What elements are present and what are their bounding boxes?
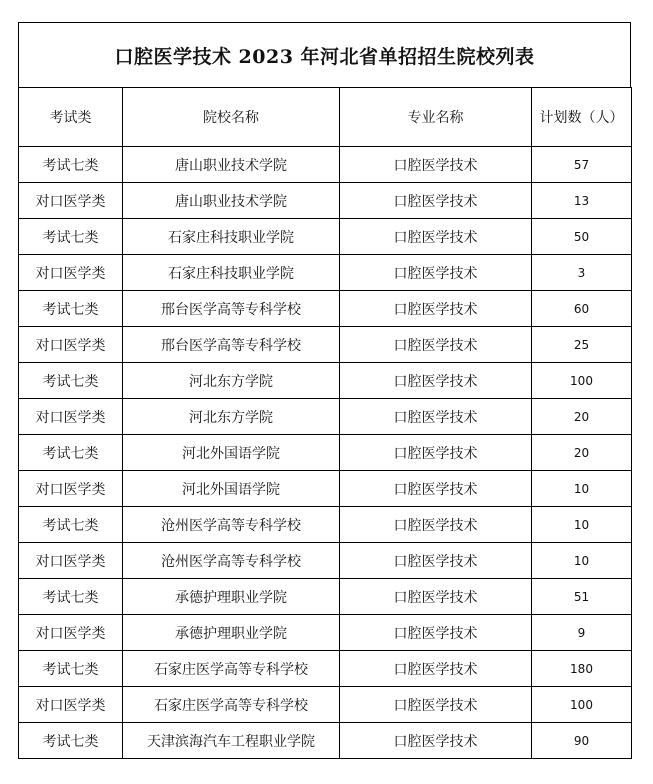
cell-major-name: 口腔医学技术 (340, 615, 532, 651)
cell-school-name: 沧州医学高等专科学校 (123, 507, 340, 543)
cell-plan-count: 51 (532, 579, 632, 615)
cell-plan-count: 3 (532, 255, 632, 291)
table-row (19, 219, 632, 255)
cell-school-name: 唐山职业技术学院 (123, 183, 340, 219)
cell-exam-category: 对口医学类 (19, 183, 123, 219)
cell-school-name: 天津滨海汽车工程职业学院 (123, 723, 340, 759)
cell-plan-count: 100 (532, 687, 632, 723)
table-row (19, 471, 632, 507)
cell-major-name: 口腔医学技术 (340, 687, 532, 723)
cell-plan-count: 100 (532, 363, 632, 399)
cell-exam-category: 考试七类 (19, 291, 123, 327)
table-row (19, 147, 632, 183)
cell-major-name: 口腔医学技术 (340, 363, 532, 399)
cell-plan-count: 13 (532, 183, 632, 219)
cell-school-name: 河北外国语学院 (123, 471, 340, 507)
cell-major-name: 口腔医学技术 (340, 543, 532, 579)
cell-major-name: 口腔医学技术 (340, 507, 532, 543)
table-row (19, 183, 632, 219)
cell-school-name: 石家庄医学高等专科学校 (123, 651, 340, 687)
cell-exam-category: 考试七类 (19, 579, 123, 615)
cell-plan-count: 50 (532, 219, 632, 255)
table-row (19, 651, 632, 687)
school-list-table (18, 87, 632, 759)
cell-major-name: 口腔医学技术 (340, 147, 532, 183)
cell-exam-category: 对口医学类 (19, 399, 123, 435)
table-row (19, 687, 632, 723)
cell-plan-count: 90 (532, 723, 632, 759)
cell-school-name: 石家庄医学高等专科学校 (123, 687, 340, 723)
cell-major-name: 口腔医学技术 (340, 327, 532, 363)
cell-plan-count: 20 (532, 435, 632, 471)
cell-major-name: 口腔医学技术 (340, 219, 532, 255)
cell-plan-count: 25 (532, 327, 632, 363)
table-row (19, 255, 632, 291)
header-school-name: 院校名称 (123, 88, 340, 147)
cell-exam-category: 考试七类 (19, 363, 123, 399)
header-plan-count: 计划数（人） (532, 88, 632, 147)
cell-school-name: 沧州医学高等专科学校 (123, 543, 340, 579)
cell-major-name: 口腔医学技术 (340, 291, 532, 327)
table-row (19, 507, 632, 543)
cell-school-name: 石家庄科技职业学院 (123, 219, 340, 255)
cell-exam-category: 考试七类 (19, 219, 123, 255)
cell-exam-category: 考试七类 (19, 147, 123, 183)
table-title-box (18, 22, 631, 88)
cell-school-name: 承德护理职业学院 (123, 579, 340, 615)
table-row (19, 615, 632, 651)
document-sheet (18, 22, 631, 759)
cell-major-name: 口腔医学技术 (340, 183, 532, 219)
cell-exam-category: 对口医学类 (19, 687, 123, 723)
cell-plan-count: 20 (532, 399, 632, 435)
cell-exam-category: 对口医学类 (19, 615, 123, 651)
cell-exam-category: 对口医学类 (19, 543, 123, 579)
header-major-name: 专业名称 (340, 88, 532, 147)
cell-plan-count: 60 (532, 291, 632, 327)
cell-school-name: 邢台医学高等专科学校 (123, 327, 340, 363)
header-exam-category: 考试类 (19, 88, 123, 147)
cell-plan-count: 57 (532, 147, 632, 183)
cell-exam-category: 考试七类 (19, 723, 123, 759)
cell-school-name: 唐山职业技术学院 (123, 147, 340, 183)
cell-major-name: 口腔医学技术 (340, 399, 532, 435)
cell-exam-category: 考试七类 (19, 651, 123, 687)
cell-school-name: 邢台医学高等专科学校 (123, 291, 340, 327)
cell-plan-count: 10 (532, 471, 632, 507)
cell-exam-category: 对口医学类 (19, 471, 123, 507)
cell-plan-count: 9 (532, 615, 632, 651)
cell-plan-count: 10 (532, 543, 632, 579)
header-row (19, 88, 632, 147)
cell-school-name: 石家庄科技职业学院 (123, 255, 340, 291)
cell-major-name: 口腔医学技术 (340, 435, 532, 471)
cell-school-name: 承德护理职业学院 (123, 615, 340, 651)
table-row (19, 435, 632, 471)
cell-school-name: 河北外国语学院 (123, 435, 340, 471)
table-body (19, 147, 632, 759)
cell-exam-category: 对口医学类 (19, 327, 123, 363)
cell-plan-count: 10 (532, 507, 632, 543)
cell-exam-category: 考试七类 (19, 435, 123, 471)
table-title: 口腔医学技术 2023 年河北省单招招生院校列表 (114, 45, 535, 68)
cell-school-name: 河北东方学院 (123, 399, 340, 435)
table-row (19, 723, 632, 759)
table-row (19, 543, 632, 579)
cell-plan-count: 180 (532, 651, 632, 687)
table-row (19, 579, 632, 615)
cell-exam-category: 考试七类 (19, 507, 123, 543)
cell-major-name: 口腔医学技术 (340, 651, 532, 687)
cell-major-name: 口腔医学技术 (340, 723, 532, 759)
cell-major-name: 口腔医学技术 (340, 255, 532, 291)
cell-major-name: 口腔医学技术 (340, 471, 532, 507)
table-row (19, 327, 632, 363)
cell-exam-category: 对口医学类 (19, 255, 123, 291)
cell-school-name: 河北东方学院 (123, 363, 340, 399)
table-row (19, 363, 632, 399)
cell-major-name: 口腔医学技术 (340, 579, 532, 615)
table-row (19, 291, 632, 327)
table-row (19, 399, 632, 435)
